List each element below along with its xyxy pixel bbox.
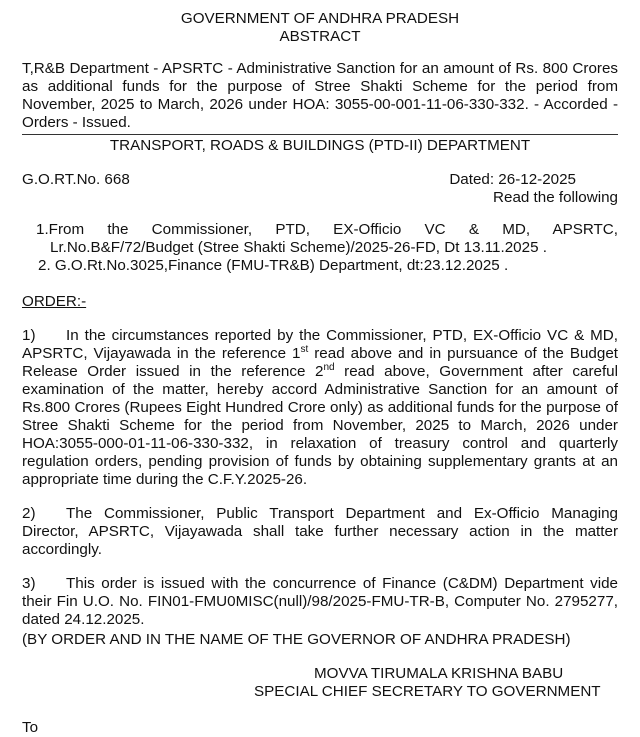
paragraph-3-number: 3): [22, 575, 36, 592]
go-date: Dated: 26-12-2025: [449, 171, 576, 188]
order-paragraph-2: [22, 505, 618, 559]
order-heading: ORDER:-: [22, 293, 87, 310]
paragraph-1-text-b: read above and in pursuance of the Budget Release Order issued in the reference 2: [22, 345, 618, 380]
reference-2: 2. G.O.Rt.No.3025,Finance (FMU-TR&B) Department, dt:23.12.2025 .: [38, 257, 509, 274]
signatory-name: MOVVA TIRUMALA KRISHNA BABU: [314, 665, 564, 682]
reference-1-line1: 1.From the Commissioner, PTD, EX-Officio VC & MD, APSRTC,: [36, 221, 618, 238]
paragraph-1-sup-a: st: [300, 343, 309, 355]
go-meta-row: [22, 171, 618, 189]
paragraph-2-text: The Commissioner, Public Transport Department and Ex-Officio Managing Director, APSRTC, Vijayawada shall take further necessary action in the matter accordingly.: [22, 505, 618, 558]
go-number: G.O.RT.No. 668: [22, 171, 130, 188]
order-paragraph-3: [22, 575, 618, 629]
subject-text: T,R&B Department - APSRTC - Administrative Sanction for an amount of Rs. 800 Crores as additional funds for the purpose of Stree Shakti Scheme for the period from November, 2025 to March, 2026 under HOA: 3055-00-001-11-06-330-332. - Accorded - Orders - Issued.: [22, 60, 618, 131]
order-paragraph-1: [22, 327, 618, 489]
department-heading: TRANSPORT, ROADS & BUILDINGS (PTD-II) DEPARTMENT: [22, 134, 618, 155]
signatory-designation: SPECIAL CHIEF SECRETARY TO GOVERNMENT: [254, 683, 601, 700]
reference-1: [36, 221, 618, 257]
references-list: [36, 221, 618, 275]
paragraph-2-number: 2): [22, 505, 36, 522]
paragraph-1-text-a: In the circumstances reported by the Commissioner, PTD, EX-Officio VC & MD, APSRTC, Vijayawada in the reference 1: [22, 327, 618, 362]
abstract-heading: ABSTRACT: [279, 28, 361, 45]
governor-line: (BY ORDER AND IN THE NAME OF THE GOVERNOR OF ANDHRA PRADESH): [22, 631, 571, 648]
reference-1-line2: Lr.No.B&F/72/Budget (Stree Shakti Scheme)/2025-26-FD, Dt 13.11.2025 .: [50, 239, 547, 256]
paragraph-1-text-c: read above, Government after careful examination of the matter, hereby accord Administrative Sanction for an amount of Rs.800 Crores (Rupees Eight Hundred Crore only) as additional funds for the purpose of Stree Shakti Scheme for the period from November, 2025 to March, 2026 under HOA:3055-000-01-11-06-330-332, in relaxation of treasury control and quarterly regulation orders, pending provision of funds by obtaining supplementary grants at an appropriate time during the C.F.Y.2025-26.: [22, 363, 618, 488]
signature-block: [22, 665, 618, 701]
paragraph-3-text: This order is issued with the concurrence of Finance (C&DM) Department vide their Fin U.O. No. FIN01-FMU0MISC(null)/98/2025-FMU-TR-B, Computer No. 2795277, dated 24.12.2025.: [22, 575, 618, 628]
paragraph-1-sup-b: nd: [323, 361, 335, 373]
paragraph-1-number: 1): [22, 327, 36, 344]
to-label: To: [22, 719, 39, 736]
government-title: GOVERNMENT OF ANDHRA PRADESH: [180, 10, 460, 27]
read-following: Read the following: [493, 189, 618, 206]
